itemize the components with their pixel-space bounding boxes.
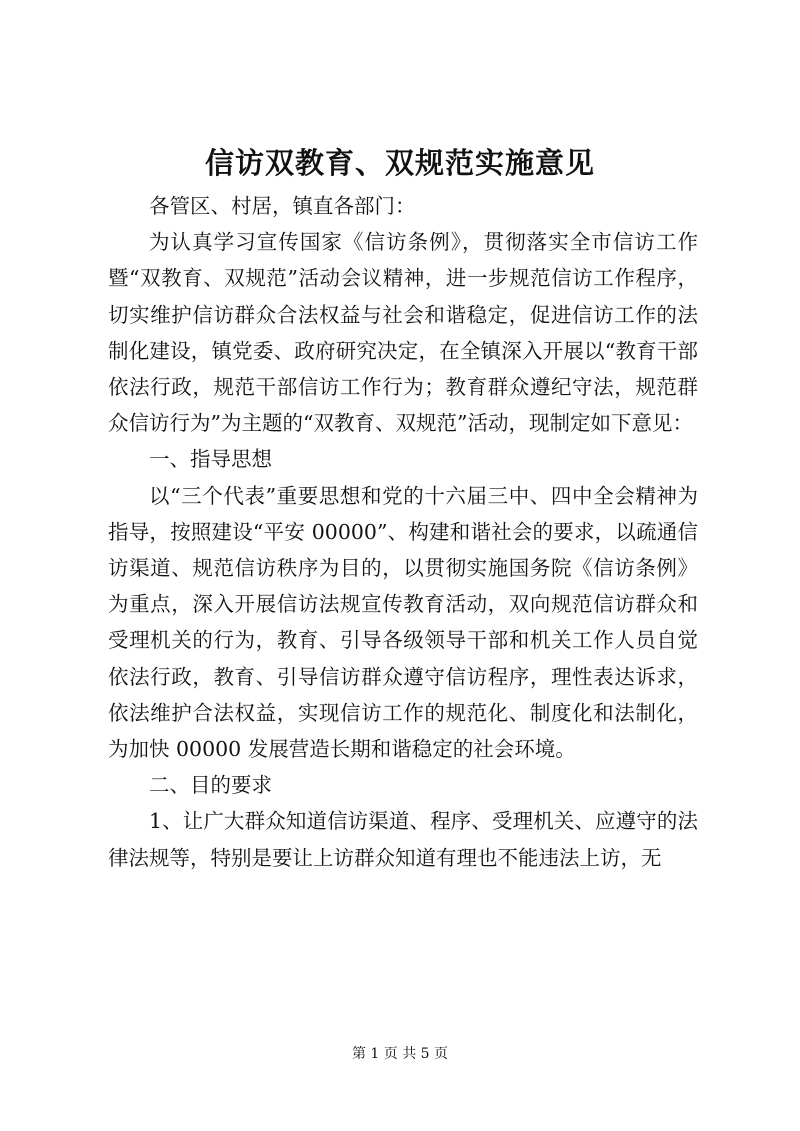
document-title: 信访双教育、双规范实施意见 <box>204 146 595 180</box>
salutation: 各管区、村居，镇直各部门： <box>149 194 416 218</box>
objective-item-1: 1、让广大群众知道信访渠道、程序、受理机关、应遵守的法律法规等，特别是要让上访群众知道有理也不能违法上访，无 <box>108 809 698 870</box>
guiding-thought-paragraph: 以“三个代表”重要思想和党的十六届三中、四中全会精神为指导，按照建设“平安 00000”、构建和谐社会的要求，以疏通信访渠道、规范信访秩序为目的，以贯彻实施国务院《信访条例》为重点，深入开展信访法规宣传教育活动，双向规范信访群众和受理机关的行为，教育、引导各级领导干部和机关工作人员自觉依法行政，教育、引导信访群众遵守信访程序，理性表达诉求，依法维护合法权益，实现信访工作的规范化、制度化和法制化，为加快 00000 发展营造长期和谐稳定的社会环境。 <box>108 483 698 762</box>
page-number-footer: 第 1 页 共 5 页 <box>351 1046 449 1062</box>
document-body <box>108 188 698 876</box>
intro-paragraph: 为认真学习宣传国家《信访条例》，贯彻落实全市信访工作暨“双教育、双规范”活动会议精神，进一步规范信访工作程序，切实维护信访群众合法权益与社会和谐稳定，促进信访工作的法制化建设，镇党委、政府研究决定，在全镇深入开展以“教育干部依法行政，规范干部信访工作行为；教育群众遵纪守法，规范群众信访行为”为主题的“双教育、双规范”活动，现制定如下意见： <box>108 230 698 436</box>
section-heading-objectives: 二、目的要求 <box>149 773 272 798</box>
section-heading-guiding-thought: 一、指导思想 <box>149 447 272 472</box>
